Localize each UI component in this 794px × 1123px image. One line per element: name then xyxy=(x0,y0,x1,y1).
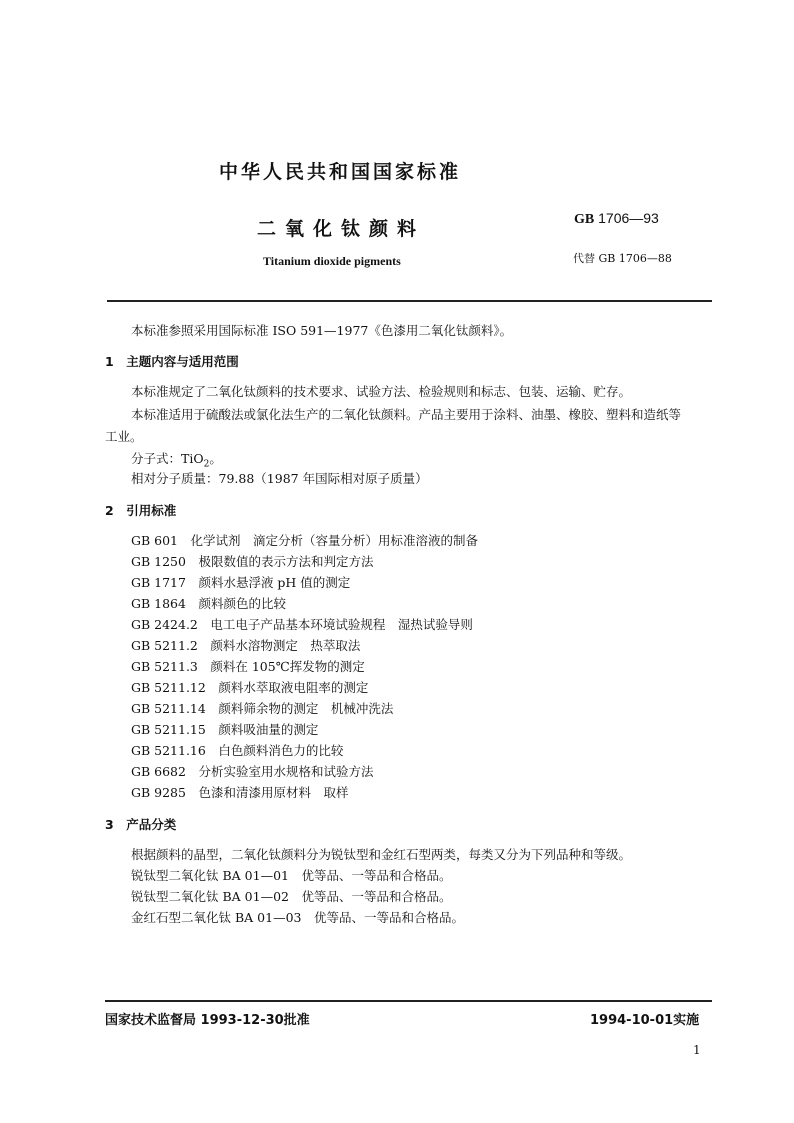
product-class-item: 锐钛型二氧化钛 BA 01—02 优等品、一等品和合格品。 xyxy=(131,889,452,904)
replaces-note: 代替 GB 1706—88 xyxy=(573,252,672,265)
standard-code xyxy=(574,210,659,228)
standard-prefix: GB xyxy=(574,212,595,227)
reference-item: GB 601 化学试剂 滴定分析（容量分析）用标准溶液的制备 xyxy=(131,533,479,548)
title-chinese: 二氧化钛颜料 xyxy=(257,218,426,240)
reference-item: GB 9285 色漆和清漆用原材料 取样 xyxy=(131,785,349,800)
reference-item: GB 5211.2 颜料水溶物测定 热萃取法 xyxy=(131,638,361,653)
section-1-paragraph-1: 本标准规定了二氧化钛颜料的技术要求、试验方法、检验规则和标志、包装、运输、贮存。 xyxy=(131,384,632,399)
intro-text: 本标准参照采用国际标准 ISO 591—1977《色漆用二氧化钛颜料》。 xyxy=(131,323,513,338)
reference-item: GB 2424.2 电工电子产品基本环境试验规程 湿热试验导则 xyxy=(131,617,473,632)
reference-item: GB 5211.15 颜料吸油量的测定 xyxy=(131,722,319,737)
product-class-item: 锐钛型二氧化钛 BA 01—01 优等品、一等品和合格品。 xyxy=(131,868,452,883)
section-2-heading: 2 引用标准 xyxy=(105,503,177,518)
footer-divider xyxy=(105,1000,712,1002)
product-class-item: 金红石型二氧化钛 BA 01—03 优等品、一等品和合格品。 xyxy=(131,910,464,925)
section-3-heading: 3 产品分类 xyxy=(105,817,177,832)
page-number: 1 xyxy=(693,1043,701,1057)
national-standard-heading: 中华人民共和国国家标准 xyxy=(219,161,462,183)
reference-item: GB 5211.14 颜料筛余物的测定 机械冲洗法 xyxy=(131,701,394,716)
approval-line: 国家技术监督局 1993-12-30批准 xyxy=(105,1013,310,1028)
implementation-date: 1994-10-01实施 xyxy=(590,1013,700,1028)
reference-item: GB 5211.16 白色颜料消色力的比较 xyxy=(131,743,344,758)
formula-subscript: 2 xyxy=(203,459,210,470)
header-divider xyxy=(107,300,712,302)
section-3-paragraph: 根据颜料的晶型，二氧化钛颜料分为锐钛型和金红石型两类，每类又分为下列品种和等级。 xyxy=(131,847,632,862)
reference-list xyxy=(131,530,478,803)
section-1-paragraph-2: 本标准适用于硫酸法或氯化法生产的二氧化钛颜料。产品主要用于涂料、油墨、橡胶、塑料和造纸等 xyxy=(131,407,682,422)
reference-item: GB 6682 分析实验室用水规格和试验方法 xyxy=(131,764,374,779)
section-1-heading: 1 主题内容与适用范围 xyxy=(105,354,239,369)
reference-item: GB 1250 极限数值的表示方法和判定方法 xyxy=(131,554,374,569)
section-1-paragraph-2-cont: 工业。 xyxy=(105,429,143,444)
reference-item: GB 1864 颜料颜色的比较 xyxy=(131,596,286,611)
reference-item: GB 5211.12 颜料水萃取液电阻率的测定 xyxy=(131,680,369,695)
formula-label: 分子式：TiO xyxy=(131,451,204,466)
standard-number: 1706—93 xyxy=(598,210,659,226)
title-english: Titanium dioxide pigments xyxy=(263,254,401,268)
molecular-mass: 相对分子质量：79.88（1987 年国际相对原子质量） xyxy=(131,471,428,486)
formula-end: 。 xyxy=(209,451,222,466)
reference-item: GB 5211.3 颜料在 105℃挥发物的测定 xyxy=(131,659,365,674)
reference-item: GB 1717 颜料水悬浮液 pH 值的测定 xyxy=(131,575,351,590)
